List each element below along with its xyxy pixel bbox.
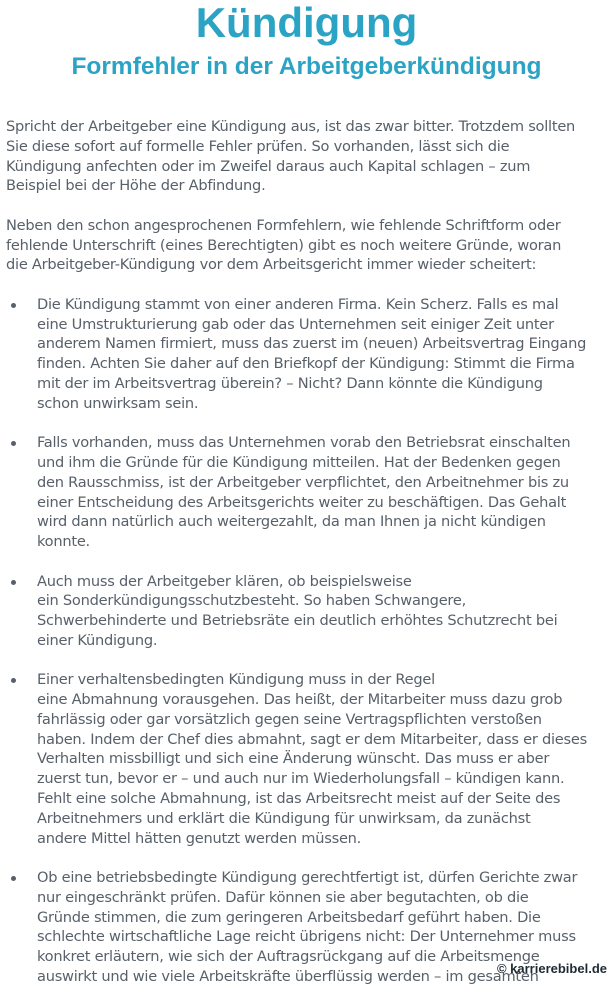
list-item: [6, 295, 609, 414]
list-item: [6, 433, 609, 552]
text-line: den Rausschmiss, ist der Arbeitgeber verpflichtet, den Arbeitnehmer bis zu: [37, 473, 569, 491]
text-line: schlechte wirtschaftliche Lage reicht übrigens nicht: Der Unternehmer muss: [37, 928, 576, 946]
text-line: Falls vorhanden, muss das Unternehmen vorab den Betriebsrat einschalten: [37, 434, 571, 452]
text-line: konnte.: [37, 533, 90, 551]
text-line: Ob eine betriebsbedingte Kündigung gerechtfertigt ist, dürfen Gerichte zwar: [37, 869, 578, 887]
bullet-icon: [11, 303, 16, 308]
text-line: Gründe stimmen, die zum geringeren Arbeitsbedarf geführt haben. Die: [37, 908, 541, 926]
text-line: nur eingeschränkt prüfen. Dafür können sie aber begutachten, ob die: [37, 888, 529, 906]
text-line: konkret erläutern, wie sich der Auftragsrückgang auf die Arbeitsmenge: [37, 948, 540, 966]
text-line: mit der im Arbeitsvertrag überein? – Nicht? Dann könnte die Kündigung: [37, 374, 543, 392]
bullet-icon: [11, 580, 16, 585]
page-title: Kündigung: [195, 0, 418, 46]
text-line: wird dann natürlich auch weitergezahlt, da man Ihnen ja nicht kündigen: [37, 513, 546, 531]
text-line: fehlende Unterschrift (eines Berechtigten) gibt es noch weitere Gründe, woran: [6, 236, 562, 254]
text-line: eine Abmahnung vorausgehen. Das heißt, der Mitarbeiter muss dazu grob: [37, 691, 563, 709]
text-line: Sie diese sofort auf formelle Fehler prüfen. So vorhanden, lässt sich die: [6, 137, 510, 155]
text-line: Arbeitnehmers und erklärt die Kündigung für unwirksam, da zunächst: [37, 809, 531, 827]
text-line: Spricht der Arbeitgeber eine Kündigung aus, ist das zwar bitter. Trotzdem sollten: [6, 118, 576, 135]
text-line: einer Kündigung.: [37, 631, 158, 649]
text-line: Kündigung anfechten oder im Zweifel daraus auch Kapital schlagen – zum: [6, 157, 531, 175]
article-body: [6, 117, 609, 1006]
list-item: [6, 572, 609, 651]
list-item: [6, 670, 609, 848]
text-line: eine Umstrukturierung gab oder das Unternehmen seit einiger Zeit unter: [37, 315, 554, 333]
text-line: und ihm die Gründe für die Kündigung mitteilen. Hat der Bedenken gegen: [37, 453, 561, 471]
text-line: zuerst tun, bevor er – und auch nur im Wiederholungsfall – kündigen kann.: [37, 770, 565, 788]
intro-paragraph: [6, 117, 609, 196]
text-line: Einer verhaltensbedingten Kündigung muss in der Regel: [37, 671, 435, 689]
text-line: Schwerbehinderte und Betriebsräte ein deutlich erhöhtes Schutzrecht bei: [37, 612, 558, 630]
reasons-list: [6, 295, 609, 987]
text-line: anderem Namen firmiert, muss das zuerst im (neuen) Arbeitsvertrag Eingang: [37, 335, 587, 353]
intro-paragraph: [6, 216, 609, 275]
text-line: schon unwirksam sein.: [37, 394, 199, 412]
text-line: haben. Indem der Chef dies abmahnt, sagt er dem Mitarbeiter, dass er dieses: [37, 730, 587, 748]
text-line: fahrlässig oder gar vorsätzlich gegen seine Vertragspflichten verstoßen: [37, 710, 542, 728]
text-line: Verhalten missbilligt und sich eine Änderung wünscht. Das muss er aber: [37, 750, 550, 768]
page-subtitle: Formfehler in der Arbeitgeberkündigung: [71, 53, 542, 80]
text-line: finden. Achten Sie daher auf den Briefkopf der Kündigung: Stimmt die Firma: [37, 355, 575, 373]
bullet-icon: [11, 441, 16, 446]
bullet-icon: [11, 876, 16, 881]
text-line: andere Mittel hätten genutzt werden müssen.: [37, 829, 362, 847]
text-line: Die Kündigung stammt von einer anderen Firma. Kein Scherz. Falls es mal: [37, 295, 559, 313]
text-line: Neben den schon angesprochenen Formfehlern, wie fehlende Schriftform oder: [6, 216, 561, 234]
copyright-footer: © karrierebibel.de: [496, 961, 607, 976]
bullet-icon: [11, 678, 16, 683]
text-line: Fehlt eine solche Abmahnung, ist das Arbeitsrecht meist auf der Seite des: [37, 790, 561, 808]
text-line: die Arbeitgeber-Kündigung vor dem Arbeitsgericht immer wieder scheitert:: [6, 256, 537, 274]
text-line: ein Sonderkündigungsschutzbesteht. So haben Schwangere,: [37, 592, 466, 610]
text-line: Beispiel bei der Höhe der Abfindung.: [6, 177, 266, 195]
text-line: auswirkt und wie viele Arbeitskräfte überflüssig werden – im gesamten: [37, 968, 539, 986]
text-line: Auch muss der Arbeitgeber klären, ob beispielsweise: [37, 572, 412, 590]
text-line: einer Entscheidung des Arbeitsgerichts weiter zu beschäftigen. Das Gehalt: [37, 493, 567, 511]
